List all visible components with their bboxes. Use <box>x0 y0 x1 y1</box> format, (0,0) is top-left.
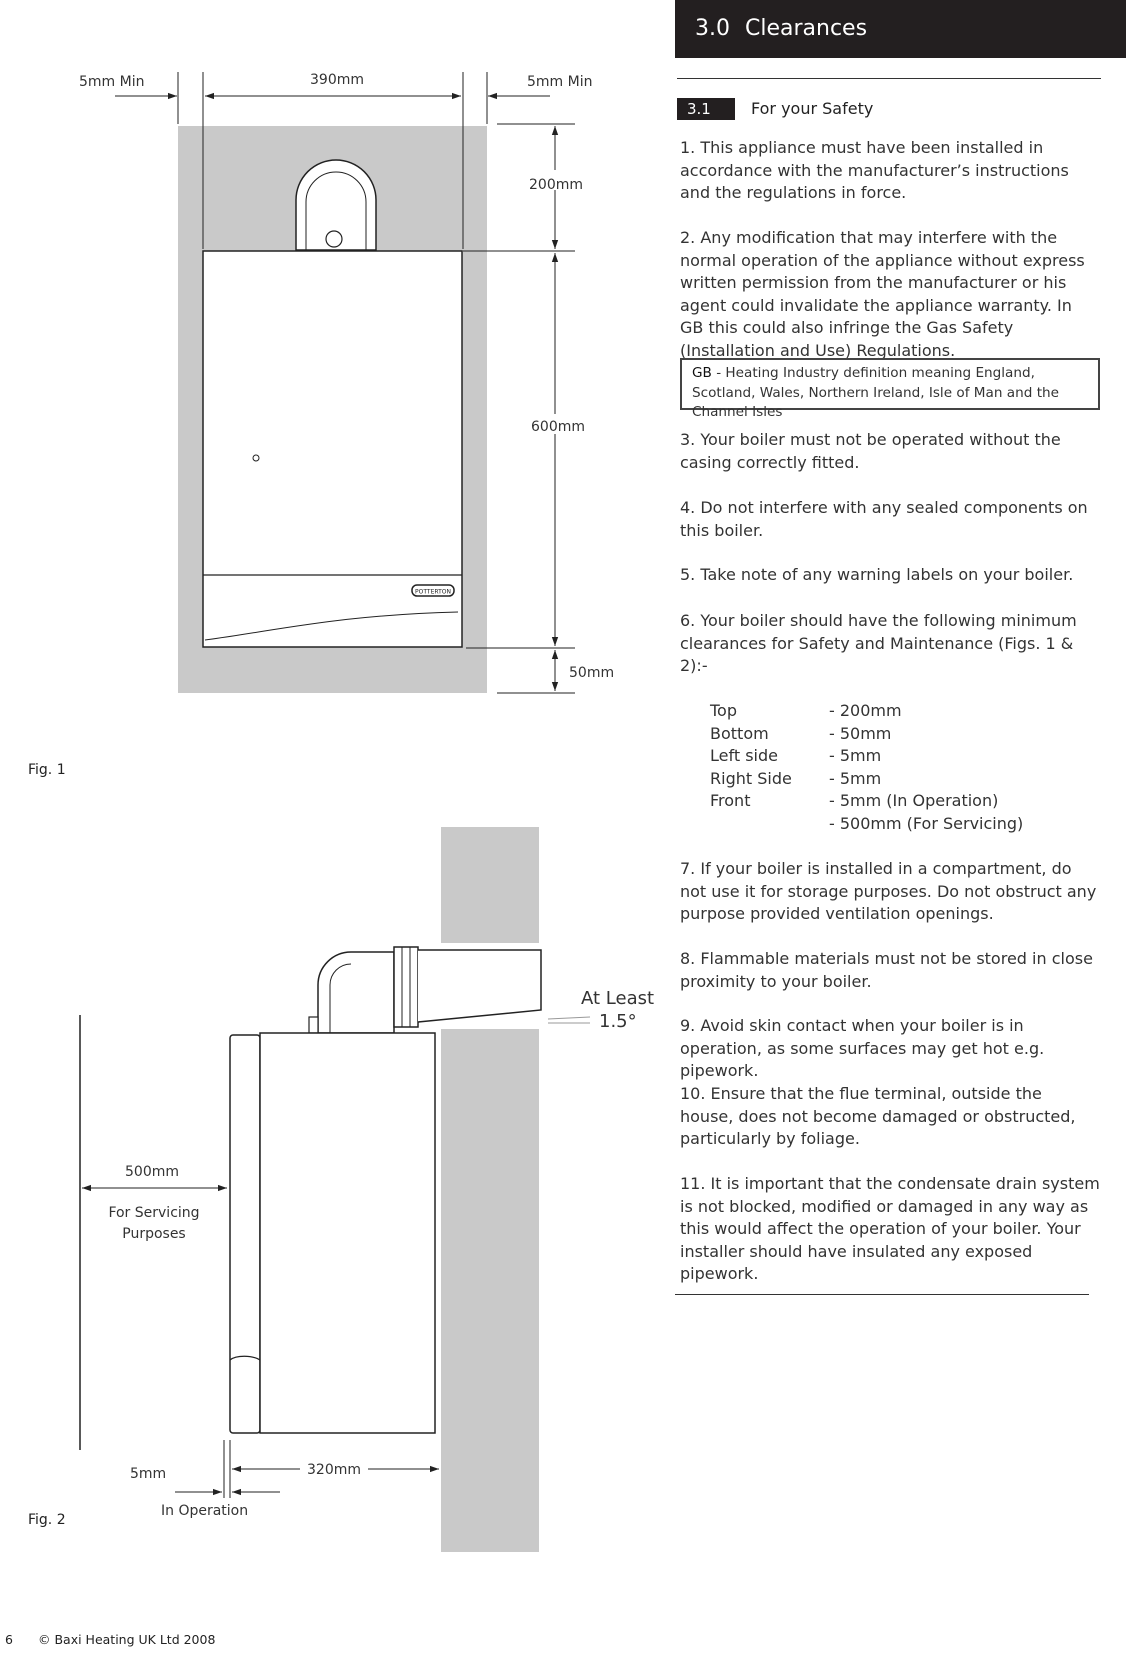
clearance-value: - 500mm (For Servicing) <box>829 813 1024 833</box>
clearance-value: - 5mm <box>829 746 882 765</box>
figure-1-label: Fig. 1 <box>28 762 66 778</box>
clearance-row <box>710 790 1070 813</box>
flue-test-point <box>326 231 342 247</box>
boiler-indicator <box>253 455 259 461</box>
header-rule <box>677 78 1101 79</box>
figure-1-front-view <box>0 0 660 760</box>
subsection-badge: 3.1 <box>677 98 735 120</box>
gb-definition: - Heating Industry definition meaning England, Scotland, Wales, Northern Ireland, Isle of Man and the Channel Isles <box>692 365 1060 420</box>
clearance-row <box>710 745 1070 768</box>
op-clearance-note: In Operation <box>161 1503 249 1519</box>
clearance-row <box>710 700 1070 723</box>
clearance-name: Right Side <box>710 768 792 788</box>
left-min-label: 5mm Min <box>79 74 145 90</box>
paragraph-4: 4. Do not interfere with any sealed components on this boiler. <box>680 498 1088 540</box>
clearance-value: - 200mm <box>829 701 902 720</box>
angle-label: At Least <box>581 988 655 1009</box>
paragraph-9: 9. Avoid skin contact when your boiler is in operation, as some surfaces may get hot e.g. pipework. <box>680 1016 1045 1080</box>
paragraph-7: 7. If your boiler is installed in a compartment, do not use it for storage purposes. Do not obstruct any purpose provided ventilation openings. <box>680 859 1097 923</box>
clearance-name: Left side <box>710 746 778 765</box>
section-title: Clearances <box>745 16 868 41</box>
op-clearance-label: 5mm <box>130 1466 167 1482</box>
clearance-name: Top <box>710 701 737 720</box>
servicing-note-2: Purposes <box>122 1226 186 1242</box>
paragraph-3: 3. Your boiler must not be operated without the casing correctly fitted. <box>680 430 1061 472</box>
copyright: © Baxi Heating UK Ltd 2008 <box>38 1632 216 1647</box>
clearance-value: - 5mm (In Operation) <box>829 791 999 810</box>
figure-2-side-view <box>0 820 670 1560</box>
boiler-front-panel <box>230 1035 260 1433</box>
servicing-note-1: For Servicing <box>108 1205 200 1221</box>
paragraph-6: 6. Your boiler should have the following minimum clearances for Safety and Maintenance (Figs. 1 & 2):- <box>680 611 1077 675</box>
gb-term: GB <box>692 365 712 381</box>
bottom-clearance-label: 50mm <box>569 665 615 681</box>
paragraph-11: 11. It is important that the condensate drain system is not blocked, modified or damaged in any way as this would affect the operation of your boiler. Your installer should have insulated any exposed pipework. <box>680 1174 1100 1283</box>
paragraph-8: 8. Flammable materials must not be stored in close proximity to your boiler. <box>680 949 1093 991</box>
paragraph-2: 2. Any modification that may interfere with the normal operation of the appliance without express written permission from the manufacturer or his agent could invalidate the appliance warranty. In GB this could also infringe the Gas Safety (Installation and Use) Regulations. <box>680 228 1085 360</box>
width-label: 390mm <box>310 72 364 88</box>
angle-line <box>548 1017 590 1019</box>
height-label: 600mm <box>531 419 585 435</box>
angle-value: 1.5° <box>599 1011 637 1032</box>
section-header <box>675 0 1126 58</box>
boiler-casing-side <box>260 1033 435 1433</box>
flue-pipe <box>418 950 541 1022</box>
clearance-value: - 5mm <box>829 768 882 788</box>
flue-elbow <box>318 952 394 1033</box>
paragraph-1: 1. This appliance must have been installed in accordance with the manufacturer’s instructions and the regulations in force. <box>680 138 1069 202</box>
section-end-rule <box>675 1294 1089 1295</box>
depth-label: 320mm <box>307 1462 361 1478</box>
clearance-row <box>710 768 1070 791</box>
wall-upper <box>441 827 539 943</box>
brand-name: POTTERTON <box>415 588 451 596</box>
servicing-clearance-label: 500mm <box>125 1164 179 1180</box>
clearance-name: Front <box>710 791 751 810</box>
section-number: 3.0 <box>695 16 730 41</box>
gb-definition-box <box>680 358 1100 420</box>
page-number: 6 <box>5 1632 13 1647</box>
flue-collar <box>394 947 418 1027</box>
subsection-title: For your Safety <box>751 99 874 118</box>
clearance-value: - 50mm <box>829 723 892 743</box>
paragraph-10: 10. Ensure that the flue terminal, outside the house, does not become damaged or obstructed, particularly by foliage. <box>680 1084 1076 1148</box>
figure-2-label: Fig. 2 <box>28 1512 66 1528</box>
clearance-row <box>710 723 1070 746</box>
flue-test-cap <box>309 1017 318 1033</box>
clearance-name: Bottom <box>710 723 769 743</box>
paragraph-5: 5. Take note of any warning labels on your boiler. <box>680 565 1074 584</box>
wall-lower <box>441 1029 539 1552</box>
top-clearance-label: 200mm <box>529 177 583 193</box>
right-min-label: 5mm Min <box>527 74 593 90</box>
clearance-row <box>710 813 1070 836</box>
